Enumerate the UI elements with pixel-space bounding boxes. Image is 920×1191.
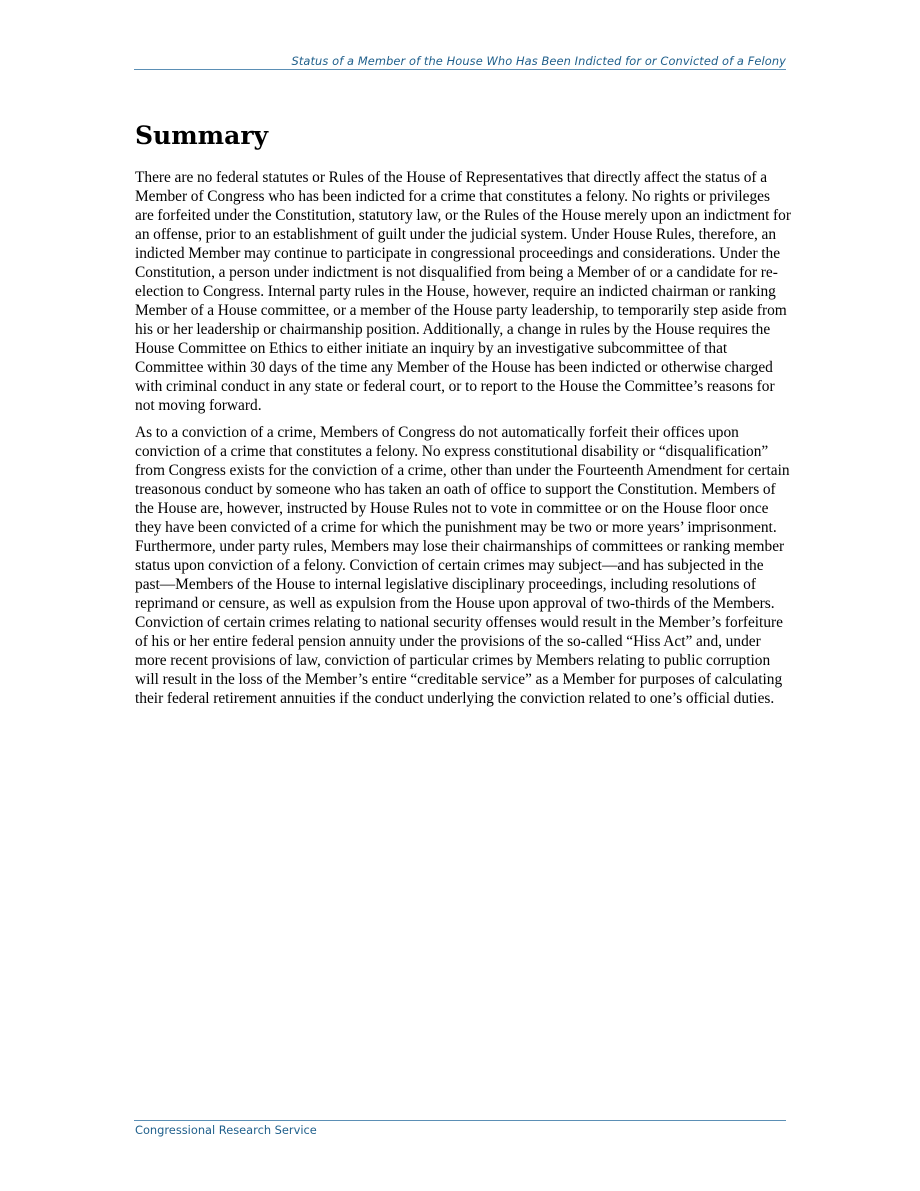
footer-divider (134, 1120, 786, 1121)
footer-organization: Congressional Research Service (135, 1123, 317, 1137)
page-title: Summary (135, 121, 269, 150)
header-divider (134, 69, 786, 70)
running-header-title: Status of a Member of the House Who Has Been Indicted for or Convicted of a Felony (291, 54, 786, 68)
summary-body (135, 168, 791, 716)
summary-paragraph-indictment: There are no federal statutes or Rules of the House of Representatives that directly affect the status of a Member of Congress who has been indicted for a crime that constitutes a felony. No rights or privileges are forfeited under the Constitution, statutory law, or the Rules of the House merely upon an indictment for an offense, prior to an establishment of guilt under the judicial system. Under House Rules, therefore, an indicted Member may continue to participate in congressional proceedings and considerations. Under the Constitution, a person under indictment is not disqualified from being a Member of or a candidate for re-election to Congress. Internal party rules in the House, however, require an indicted chairman or ranking Member of a House committee, or a member of the House party leadership, to temporarily step aside from his or her leadership or chairmanship position. Additionally, a change in rules by the House requires the House Committee on Ethics to either initiate an inquiry by an investigative subcommittee of that Committee within 30 days of the time any Member of the House has been indicted or otherwise charged with criminal conduct in any state or federal court, or to report to the House the Committee’s reasons for not moving forward. (135, 169, 791, 414)
summary-paragraph-conviction: As to a conviction of a crime, Members of Congress do not automatically forfeit their offices upon conviction of a crime that constitutes a felony. No express constitutional disability or “disqualification” from Congress exists for the conviction of a crime, other than under the Fourteenth Amendment for certain treasonous conduct by someone who has taken an oath of office to support the Constitution. Members of the House are, however, instructed by House Rules not to vote in committee or on the House floor once they have been convicted of a crime for which the punishment may be two or more years’ imprisonment. Furthermore, under party rules, Members may lose their chairmanships of committees or ranking member status upon conviction of a felony. Conviction of certain crimes may subject—and has subjected in the past—Members of the House to internal legislative disciplinary proceedings, including resolutions of reprimand or censure, as well as expulsion from the House upon approval of two-thirds of the Members. Conviction of certain crimes relating to national security offenses would result in the Member’s forfeiture of his or her entire federal pension annuity under the provisions of the so-called “Hiss Act” and, under more recent provisions of law, conviction of particular crimes by Members relating to public corruption will result in the loss of the Member’s entire “creditable service” as a Member for purposes of calculating their federal retirement annuities if the conduct underlying the conviction related to one’s official duties. (135, 424, 790, 707)
